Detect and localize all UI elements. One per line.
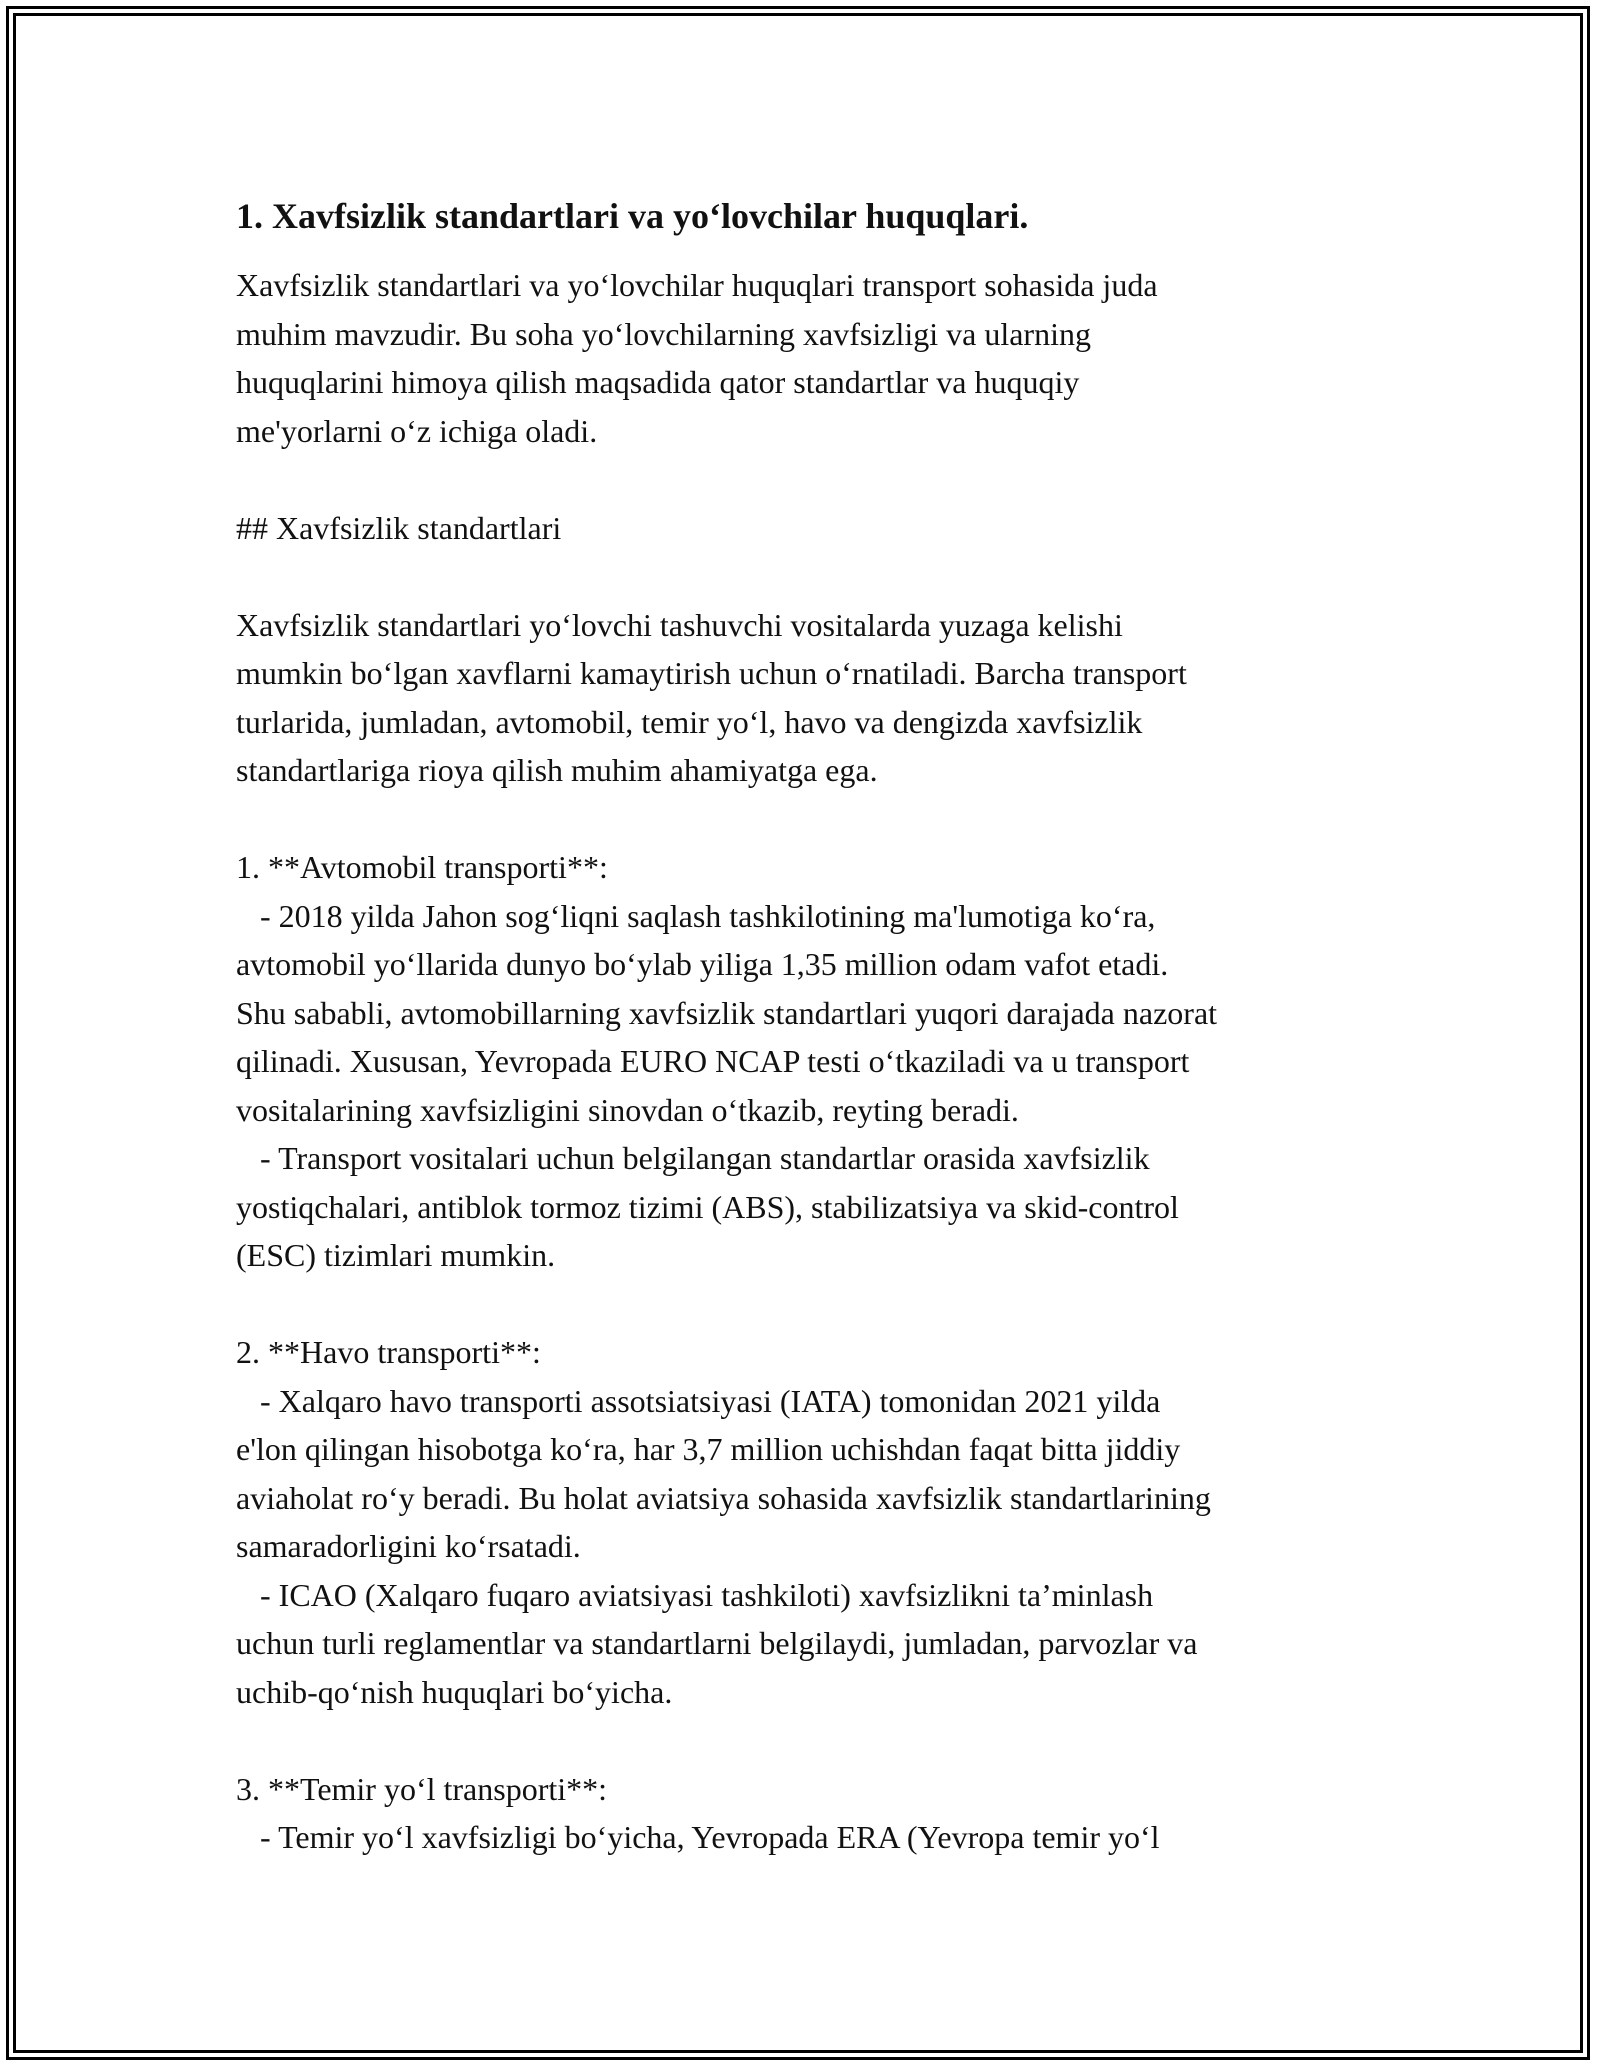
text-line: samaradorligini ko‘rsatadi. (236, 1528, 581, 1564)
text-line: standartlariga rioya qilish muhim ahamiyatga ega. (236, 752, 878, 788)
text-line: uchun turli reglamentlar va standartlarni belgilaydi, jumladan, parvozlar va (236, 1625, 1198, 1661)
text-line: qilinadi. Xususan, Yevropada EURO NCAP testi o‘tkaziladi va u transport (236, 1043, 1190, 1079)
document-heading: 1. Xavfsizlik standartlari va yo‘lovchilar huquqlari. (236, 196, 1029, 236)
text-line: Xavfsizlik standartlari yo‘lovchi tashuvchi vositalarda yuzaga kelishi (236, 606, 1123, 643)
list-item-temir-yol (236, 1765, 1366, 1862)
blank-line (236, 455, 1366, 504)
list-item-havo (236, 1328, 1366, 1716)
text-line: aviaholat ro‘y beradi. Bu holat aviatsiya sohasida xavfsizlik standartlarining (236, 1479, 1211, 1516)
intro-paragraph (236, 261, 1366, 455)
text-line: 1. **Avtomobil transporti**: (236, 849, 608, 885)
blank-line (236, 1280, 1366, 1329)
text-line: me'yorlarni o‘z ichiga oladi. (236, 412, 598, 449)
text-line: 3. **Temir yo‘l transporti**: (236, 1770, 608, 1807)
blank-line (236, 1716, 1366, 1765)
text-line: muhim mavzudir. Bu soha yo‘lovchilarning xavfsizligi va ularning (236, 315, 1091, 352)
list-item-avtomobil (236, 843, 1366, 1280)
text-line: yostiqchalari, antiblok tormoz tizimi (ABS), stabilizatsiya va skid-control (236, 1188, 1179, 1225)
text-line: - 2018 yilda Jahon sog‘liqni saqlash tashkilotining ma'lumotiga ko‘ra, (236, 897, 1156, 934)
text-line: vositalarining xavfsizligini sinovdan o‘tkazib, reyting beradi. (236, 1091, 1019, 1128)
blank-line (236, 795, 1366, 844)
text-line: e'lon qilingan hisobotga ko‘ra, har 3,7 million uchishdan faqat bitta jiddiy (236, 1431, 1181, 1467)
text-line: (ESC) tizimlari mumkin. (236, 1237, 556, 1273)
text-line: - Transport vositalari uchun belgilangan standartlar orasida xavfsizlik (236, 1140, 1150, 1176)
blank-line (236, 552, 1366, 601)
text-line: - ICAO (Xalqaro fuqaro aviatsiyasi tashkiloti) xavfsizlikni ta’minlash (236, 1576, 1154, 1613)
text-line: - Temir yo‘l xavfsizligi bo‘yicha, Yevropada ERA (Yevropa temir yo‘l (236, 1819, 1160, 1855)
text-line: Shu sababli, avtomobillarning xavfsizlik standartlari yuqori darajada nazorat (236, 994, 1218, 1031)
text-line: huquqlarini himoya qilish maqsadida qator standartlar va huquqiy (236, 364, 1080, 400)
text-line: uchib-qo‘nish huquqlari bo‘yicha. (236, 1673, 673, 1710)
text-line: - Xalqaro havo transporti assotsiatsiyasi (IATA) tomonidan 2021 yilda (236, 1382, 1161, 1419)
text-line: turlarida, jumladan, avtomobil, temir yo‘l, havo va dengizda xavfsizlik (236, 703, 1143, 740)
text-line: Xavfsizlik standartlari va yo‘lovchilar huquqlari transport sohasida juda (236, 267, 1158, 303)
text-line: avtomobil yo‘llarida dunyo bo‘ylab yiliga 1,35 million odam vafot etadi. (236, 946, 1169, 982)
document-body (236, 186, 1366, 1862)
text-line: 2. **Havo transporti**: (236, 1334, 541, 1370)
text-line: mumkin bo‘lgan xavflarni kamaytirish uchun o‘rnatiladi. Barcha transport (236, 655, 1187, 691)
section-heading: ## Xavfsizlik standartlari (236, 509, 562, 546)
section-intro-paragraph (236, 601, 1366, 795)
